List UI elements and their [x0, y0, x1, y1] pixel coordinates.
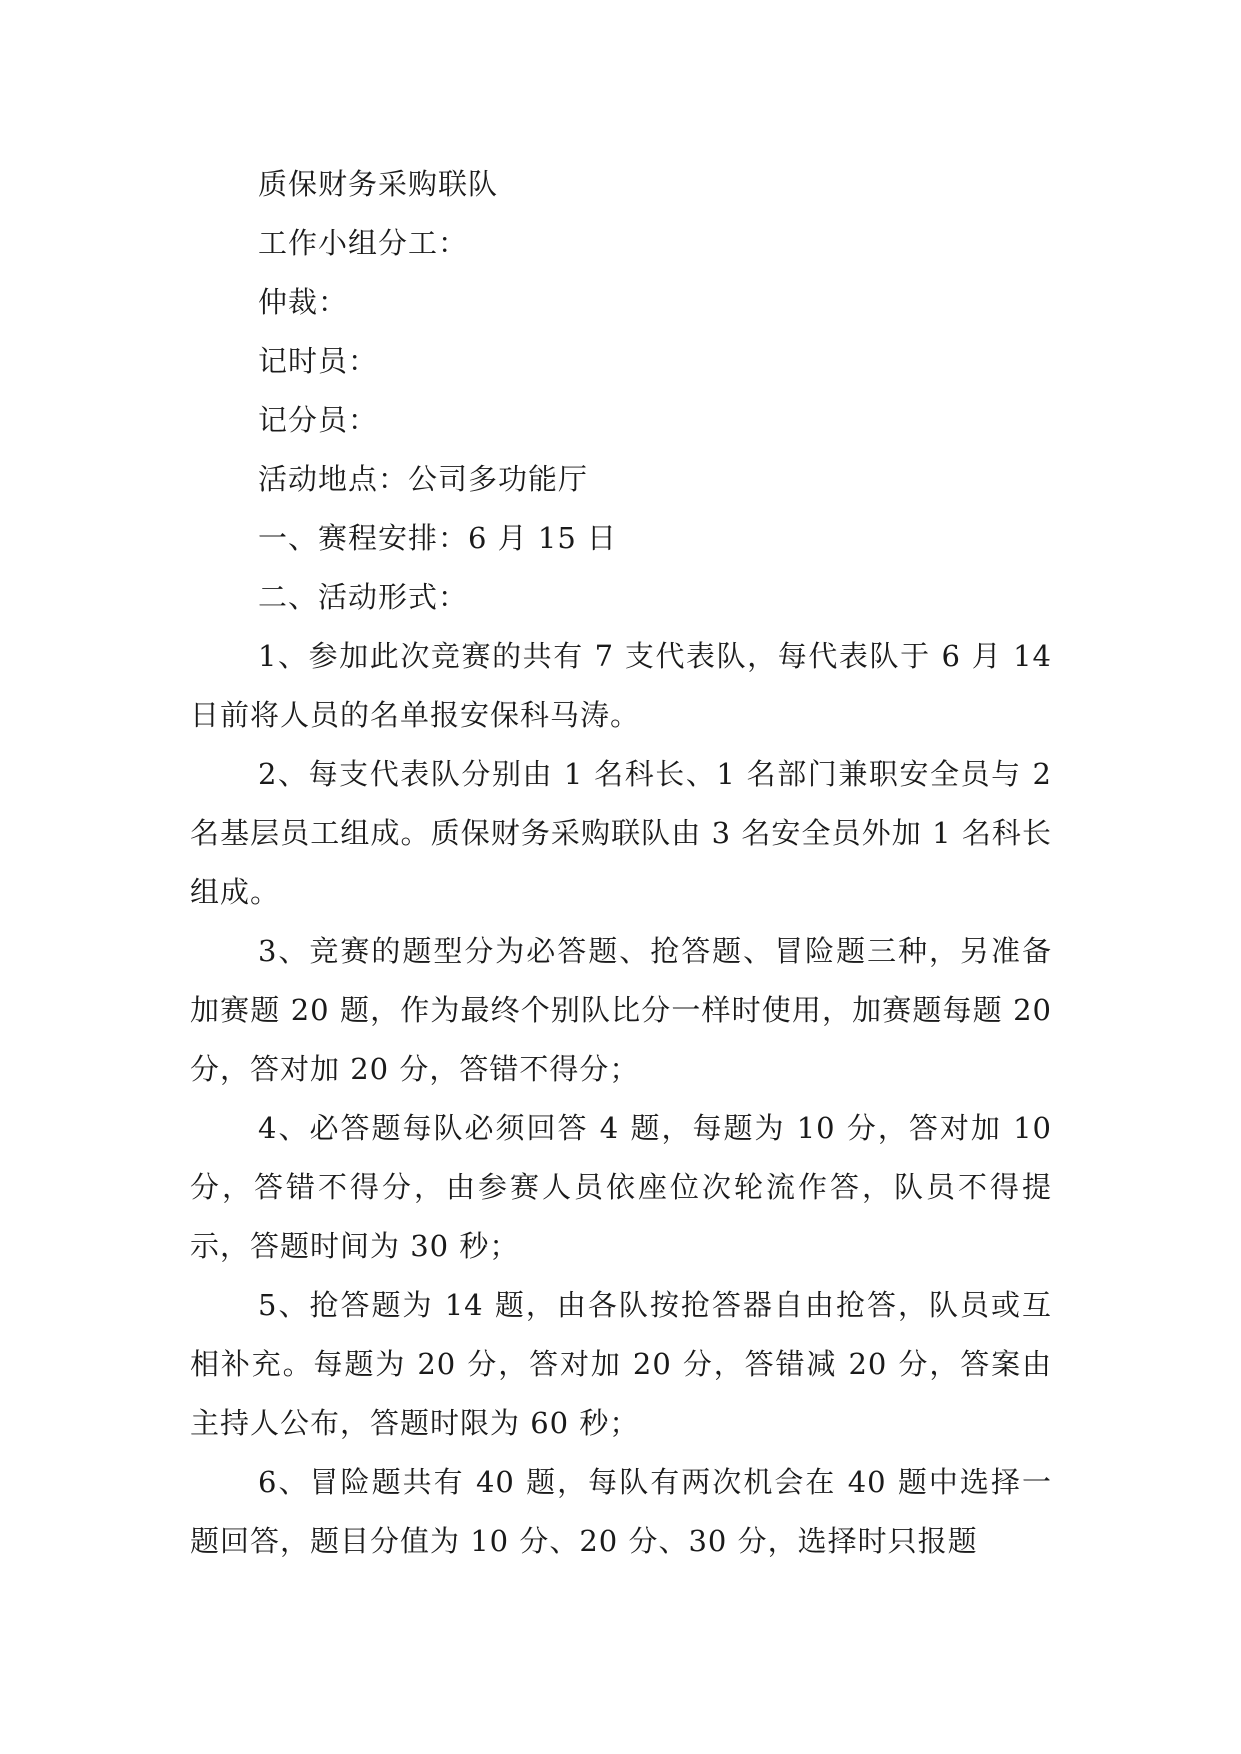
arbitrator-line: 仲裁：	[258, 285, 349, 319]
rule-paragraph-5: 5、抢答题为 14 题，由各队按抢答器自由抢答，队员或互相补充。每题为 20 分，答对加 20 分，答错减 20 分，答案由主持人公布，答题时限为 60 秒；	[190, 1288, 1052, 1440]
rule-paragraph-3: 3、竞赛的题型分为必答题、抢答题、冒险题三种，另准备加赛题 20 题，作为最终个别队比分一样时使用，加赛题每题 20 分，答对加 20 分，答错不得分；	[190, 934, 1052, 1086]
format-heading: 二、活动形式：	[258, 580, 469, 614]
scorekeeper-line: 记分员：	[258, 403, 379, 437]
rule-paragraph-1: 1、参加此次竞赛的共有 7 支代表队，每代表队于 6 月 14 日前将人员的名单报安保科马涛。	[190, 639, 1052, 732]
rule-paragraph-6: 6、冒险题共有 40 题，每队有两次机会在 40 题中选择一题回答，题目分值为 10 分、20 分、30 分，选择时只报题	[190, 1465, 1052, 1558]
schedule-heading: 一、赛程安排：6 月 15 日	[258, 521, 618, 555]
rule-paragraph-2: 2、每支代表队分别由 1 名科长、1 名部门兼职安全员与 2 名基层员工组成。质保财务采购联队由 3 名安全员外加 1 名科长组成。	[190, 757, 1052, 909]
rule-paragraph-4: 4、必答题每队必须回答 4 题，每题为 10 分，答对加 10 分，答错不得分，由参赛人员依座位次轮流作答，队员不得提示，答题时间为 30 秒；	[190, 1111, 1052, 1263]
document-body	[190, 155, 1052, 1571]
work-group-heading: 工作小组分工：	[258, 226, 469, 260]
team-name-line: 质保财务采购联队	[258, 167, 499, 201]
venue-line: 活动地点：公司多功能厅	[258, 462, 589, 496]
timekeeper-line: 记时员：	[258, 344, 379, 378]
